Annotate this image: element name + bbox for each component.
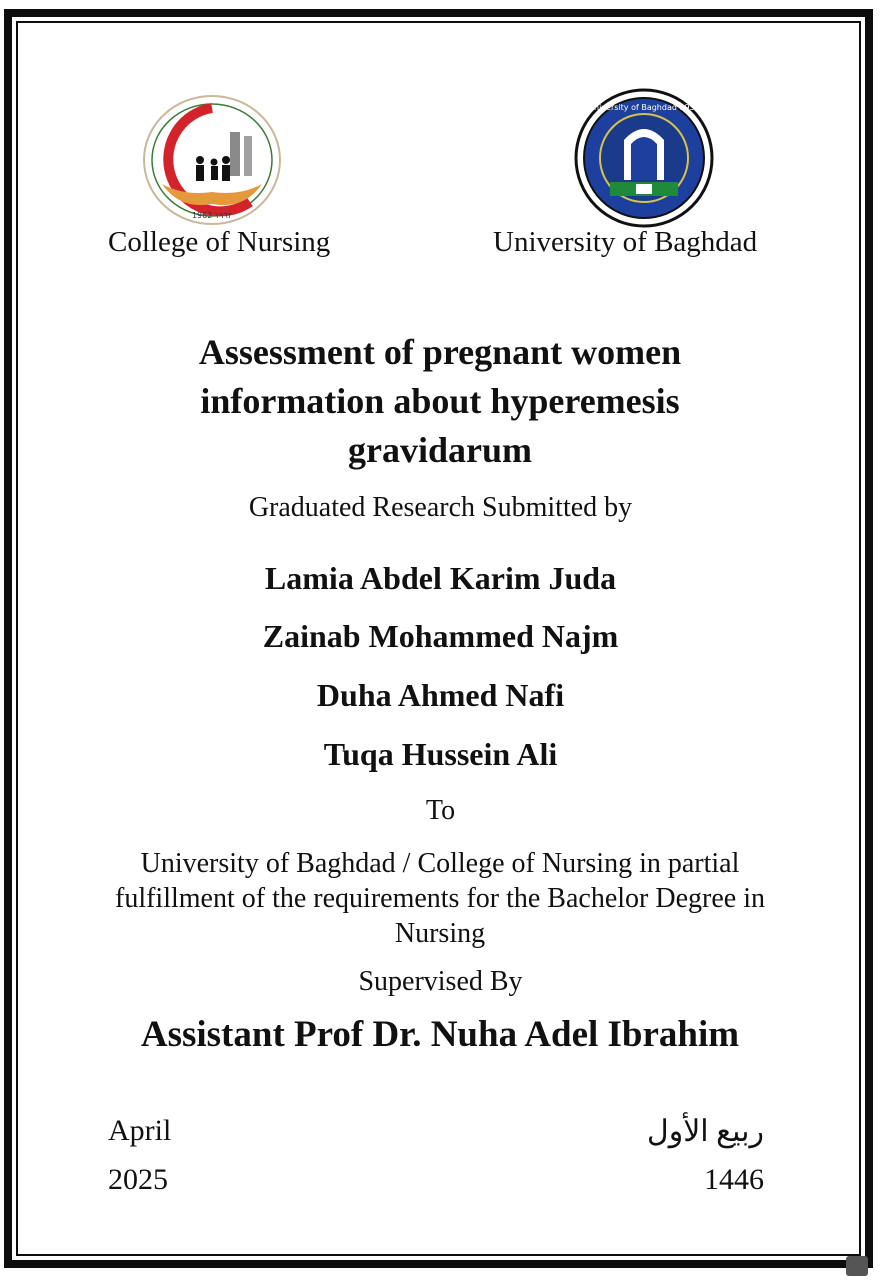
to-label: To bbox=[425, 795, 456, 826]
supervisor-name: Assistant Prof Dr. Nuha Adel Ibrahim bbox=[140, 1014, 740, 1055]
supervised-by-label: Supervised By bbox=[358, 966, 523, 997]
submitted-by-label: Graduated Research Submitted by bbox=[248, 492, 633, 523]
hijri-year: 1446 bbox=[704, 1163, 764, 1196]
author-name: Lamia Abdel Karim Juda bbox=[264, 560, 617, 596]
baghdad-logo-text: University of Baghdad 1957 bbox=[588, 103, 700, 112]
nursing-logo-year: 1962 ١٩٦٢ bbox=[191, 211, 233, 220]
research-title: Assessment of pregnant women information about hyperemesis gravidarum bbox=[198, 332, 682, 470]
college-of-nursing-logo bbox=[140, 92, 284, 228]
author-name: Zainab Mohammed Najm bbox=[262, 618, 619, 654]
university-of-baghdad-logo bbox=[574, 88, 714, 228]
author-name: Duha Ahmed Nafi bbox=[316, 677, 565, 713]
date-year: 2025 bbox=[108, 1163, 168, 1196]
date-month: April bbox=[108, 1114, 172, 1147]
hijri-month: ربيع الأول bbox=[646, 1115, 764, 1148]
author-name: Tuqa Hussein Ali bbox=[323, 736, 558, 772]
corner-mark bbox=[846, 1256, 868, 1276]
college-caption: College of Nursing bbox=[108, 226, 331, 258]
university-caption: University of Baghdad bbox=[493, 226, 758, 258]
submission-statement: University of Baghdad / College of Nursing in partial fulfillment of the requirements for the Bachelor Degree in Nursing bbox=[115, 848, 765, 949]
